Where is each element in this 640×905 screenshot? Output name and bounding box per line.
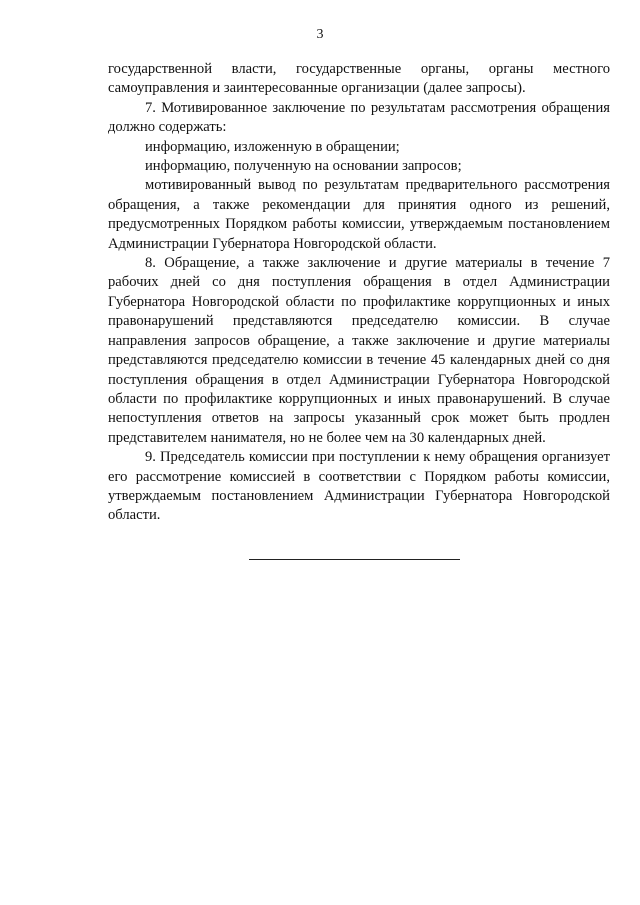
paragraph-subitem-queries: информацию, полученную на основании запросов; (145, 158, 462, 175)
paragraph-item-8: 8. Обращение, а также заключение и другие материалы в течение 7 рабочих дней со дня поступления обращения в отдел Администрации Губернатора Новгородской области по профилактике коррупционных и иных правонарушений представляются председателю комиссии. В случае направления запросов обращение, а также заключение и другие материалы представляются председателю комиссии в течение 45 календарных дней со дня поступления обращения в отдел Администрации Губернатора Новгородской области по профилактике коррупционных и иных правонарушений. В случае непоступления ответов на запросы указанный срок может быть продлен представителем нанимателя, но не более чем на 30 календарных дней. (108, 255, 610, 446)
end-divider-line (249, 559, 460, 560)
paragraph-subitem-information: информацию, изложенную в обращении; (145, 138, 400, 155)
paragraph-continuation: государственной власти, государственные органы, органы местного самоуправления и заинтересованные организации (далее запросы). (108, 61, 610, 97)
paragraph-item-9: 9. Председатель комиссии при поступлении к нему обращения организует его рассмотрение комиссией в соответствии с Порядком работы комиссии, утверждаемым постановлением Администрации Губернатора Новгородской области. (108, 449, 610, 524)
paragraph-item-7: 7. Мотивированное заключение по результатам рассмотрения обращения должно содержать: (108, 99, 610, 136)
document-body (108, 60, 610, 526)
paragraph-subitem-conclusion: мотивированный вывод по результатам предварительного рассмотрения обращения, а также рекомендации для принятия одного из решений, предусмотренных Порядком работы комиссии, утверждаемым постановлением Администрации Губернатора Новгородской области. (108, 177, 610, 252)
page-number: 3 (316, 27, 324, 42)
